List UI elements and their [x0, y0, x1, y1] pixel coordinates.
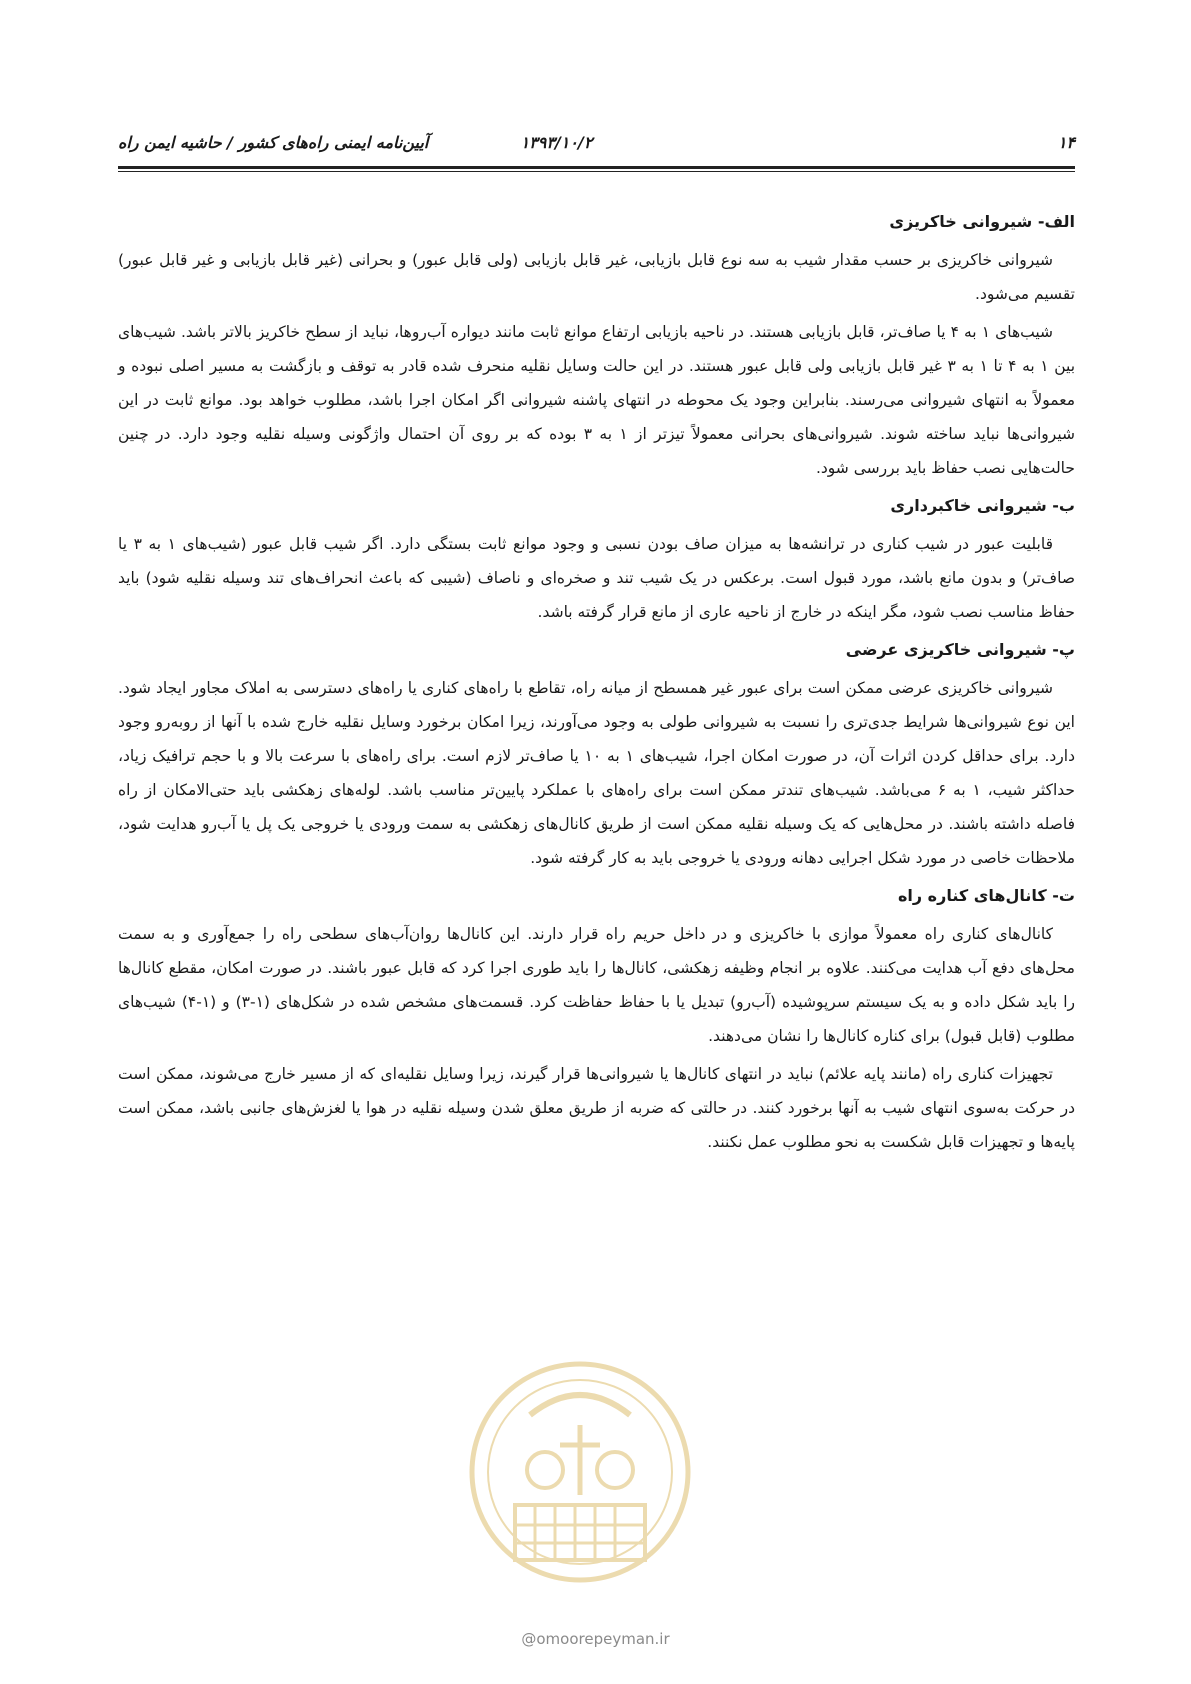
- header-rule-thick: [118, 166, 1075, 169]
- section-heading: ب- شیروانی خاکبرداری: [890, 496, 1075, 515]
- paragraph: شیروانی خاکریزی عرضی ممکن است برای عبور غیر همسطح از میانه راه، تقاطع با راه‌های کناری یا راه‌های دسترسی به املاک مجاور ایجاد شود. این نوع شیروانی‌ها شرایط جدی‌تری را نسبت به شیروانی طولی به وجود می‌آورند، زیرا امکان برخورد وسایل نقلیه خارج شده با آنها از روبه‌رو وجود دارد. برای حداقل کردن اثرات آن، در صورت امکان اجرا، شیب‌های ۱ به ۱۰ یا صاف‌تر لازم است. برای راه‌های با سرعت بالا و با حجم ترافیک زیاد، حداکثر شیب، ۱ به ۶ می‌باشد. شیب‌های تندتر ممکن است برای راه‌های با عملکرد پایین‌تر مناسب باشد. لوله‌های زهکشی باید حتی‌الامکان از راه فاصله داشته باشند. در محل‌هایی که یک وسیله نقلیه ممکن است از طریق کانال‌های زهکشی به سمت ورودی یا خروجی یک پل یا آب‌رو هدایت شود، ملاحظات خاصی در مورد شکل اجرایی دهانه ورودی یا خروجی باید به کار گرفته شود.: [118, 679, 1076, 867]
- header-rule-thin: [118, 171, 1075, 172]
- paragraph: شیب‌های ۱ به ۴ یا صاف‌تر، قابل بازیابی هستند. در ناحیه بازیابی ارتفاع موانع ثابت مانند دیواره آب‌روها، نباید از سطح خاکریز بالاتر باشد. شیب‌های بین ۱ به ۴ تا ۱ به ۳ غیر قابل بازیابی ولی قابل عبور هستند. در این حالت وسایل نقلیه منحرف شده قادر به توقف و بازگشت به مسیر اصلی نبوده و معمولاً به انتهای شیروانی می‌رسند. بنابراین وجود یک محوطه در انتهای پاشنه شیروانی اگر امکان اجرا باشد، مطلوب خواهد بود. موانع ثابت در این شیروانی‌ها نباید ساخته شوند. شیروانی‌های بحرانی معمولاً تیزتر از ۱ به ۳ بوده که بر روی آن احتمال واژگونی وسیله نقلیه وجود دارد. در چنین حالت‌هایی نصب حفاظ باید بررسی شود.: [118, 323, 1076, 477]
- page-header: [118, 128, 1075, 158]
- paragraph: تجهیزات کناری راه (مانند پایه علائم) نباید در انتهای کانال‌ها یا شیروانی‌ها قرار گیرند، زیرا وسایل نقلیه‌ای که از مسیر خارج می‌شوند، ممکن است در حرکت به‌سوی انتهای شیب به آنها برخورد کنند. در حالتی که ضربه از طریق معلق شدن وسیله نقلیه در هوا یا لغزش‌های جانبی باشد، ممکن است پایه‌ها و تجهیزات قابل شکست به نحو مطلوب عمل نکنند.: [118, 1065, 1075, 1151]
- page-number: ۱۴: [1057, 133, 1075, 152]
- header-date: ۱۳۹۳/۱۰/۲: [520, 133, 593, 152]
- section-heading: پ- شیروانی خاکریزی عرضی: [845, 640, 1075, 659]
- watermark-text: @omoorepeyman.ir: [521, 1630, 670, 1648]
- section-heading: ت- کانال‌های کناره راه: [897, 886, 1075, 905]
- paragraph: کانال‌های کناری راه معمولاً موازی با خاکریزی و در داخل حریم راه قرار دارند. این کانال‌ها روان‌آب‌های سطحی راه را جمع‌آوری و به سمت محل‌های دفع آب هدایت می‌کنند. علاوه بر انجام وظیفه زهکشی، کانال‌ها را باید طوری اجرا کرد که قابل عبور باشند. در صورت امکان، مقطع کانال‌ها را باید شکل داده و به یک سیستم سرپوشیده (آب‌رو) تبدیل یا با حفاظ حفاظت کرد. قسمت‌های مشخص شده در شکل‌های (۱-۳) و (۱-۴) شیب‌های مطلوب (قابل قبول) برای کناره کانال‌ها را نشان می‌دهند.: [118, 925, 1076, 1045]
- section-roadside-channels: [118, 879, 1075, 1159]
- running-title: آیین‌نامه ایمنی راه‌های کشور / حاشیه ایمن راه: [118, 133, 429, 152]
- paragraph: قابلیت عبور در شیب کناری در ترانشه‌ها به میزان صاف بودن نسبی و وجود موانع ثابت بستگی دارد. اگر شیب قابل عبور (شیب‌های ۱ به ۳ یا صاف‌تر) و بدون مانع باشد، مورد قبول است. برعکس در یک شیب تند و صخره‌ای و ناصاف (شیبی که باعث انحراف‌های تند وسیله نقلیه شود) باید حفاظ مناسب نصب شود، مگر اینکه در خارج از ناحیه عاری از مانع قرار گرفته باشد.: [118, 535, 1075, 621]
- section-embankment-slope: [118, 205, 1075, 485]
- section-cut-slope: [118, 489, 1075, 629]
- section-transverse-slope: [118, 633, 1075, 875]
- watermark-seal-icon: [460, 1355, 700, 1590]
- section-heading: الف- شیروانی خاکریزی: [889, 212, 1075, 231]
- body-content: [118, 205, 1075, 1163]
- paragraph: شیروانی خاکریزی بر حسب مقدار شیب به سه نوع قابل بازیابی، غیر قابل بازیابی (ولی قابل عبور) و بحرانی (غیر قابل بازیابی و غیر قابل عبور) تقسیم می‌شود.: [118, 251, 1075, 303]
